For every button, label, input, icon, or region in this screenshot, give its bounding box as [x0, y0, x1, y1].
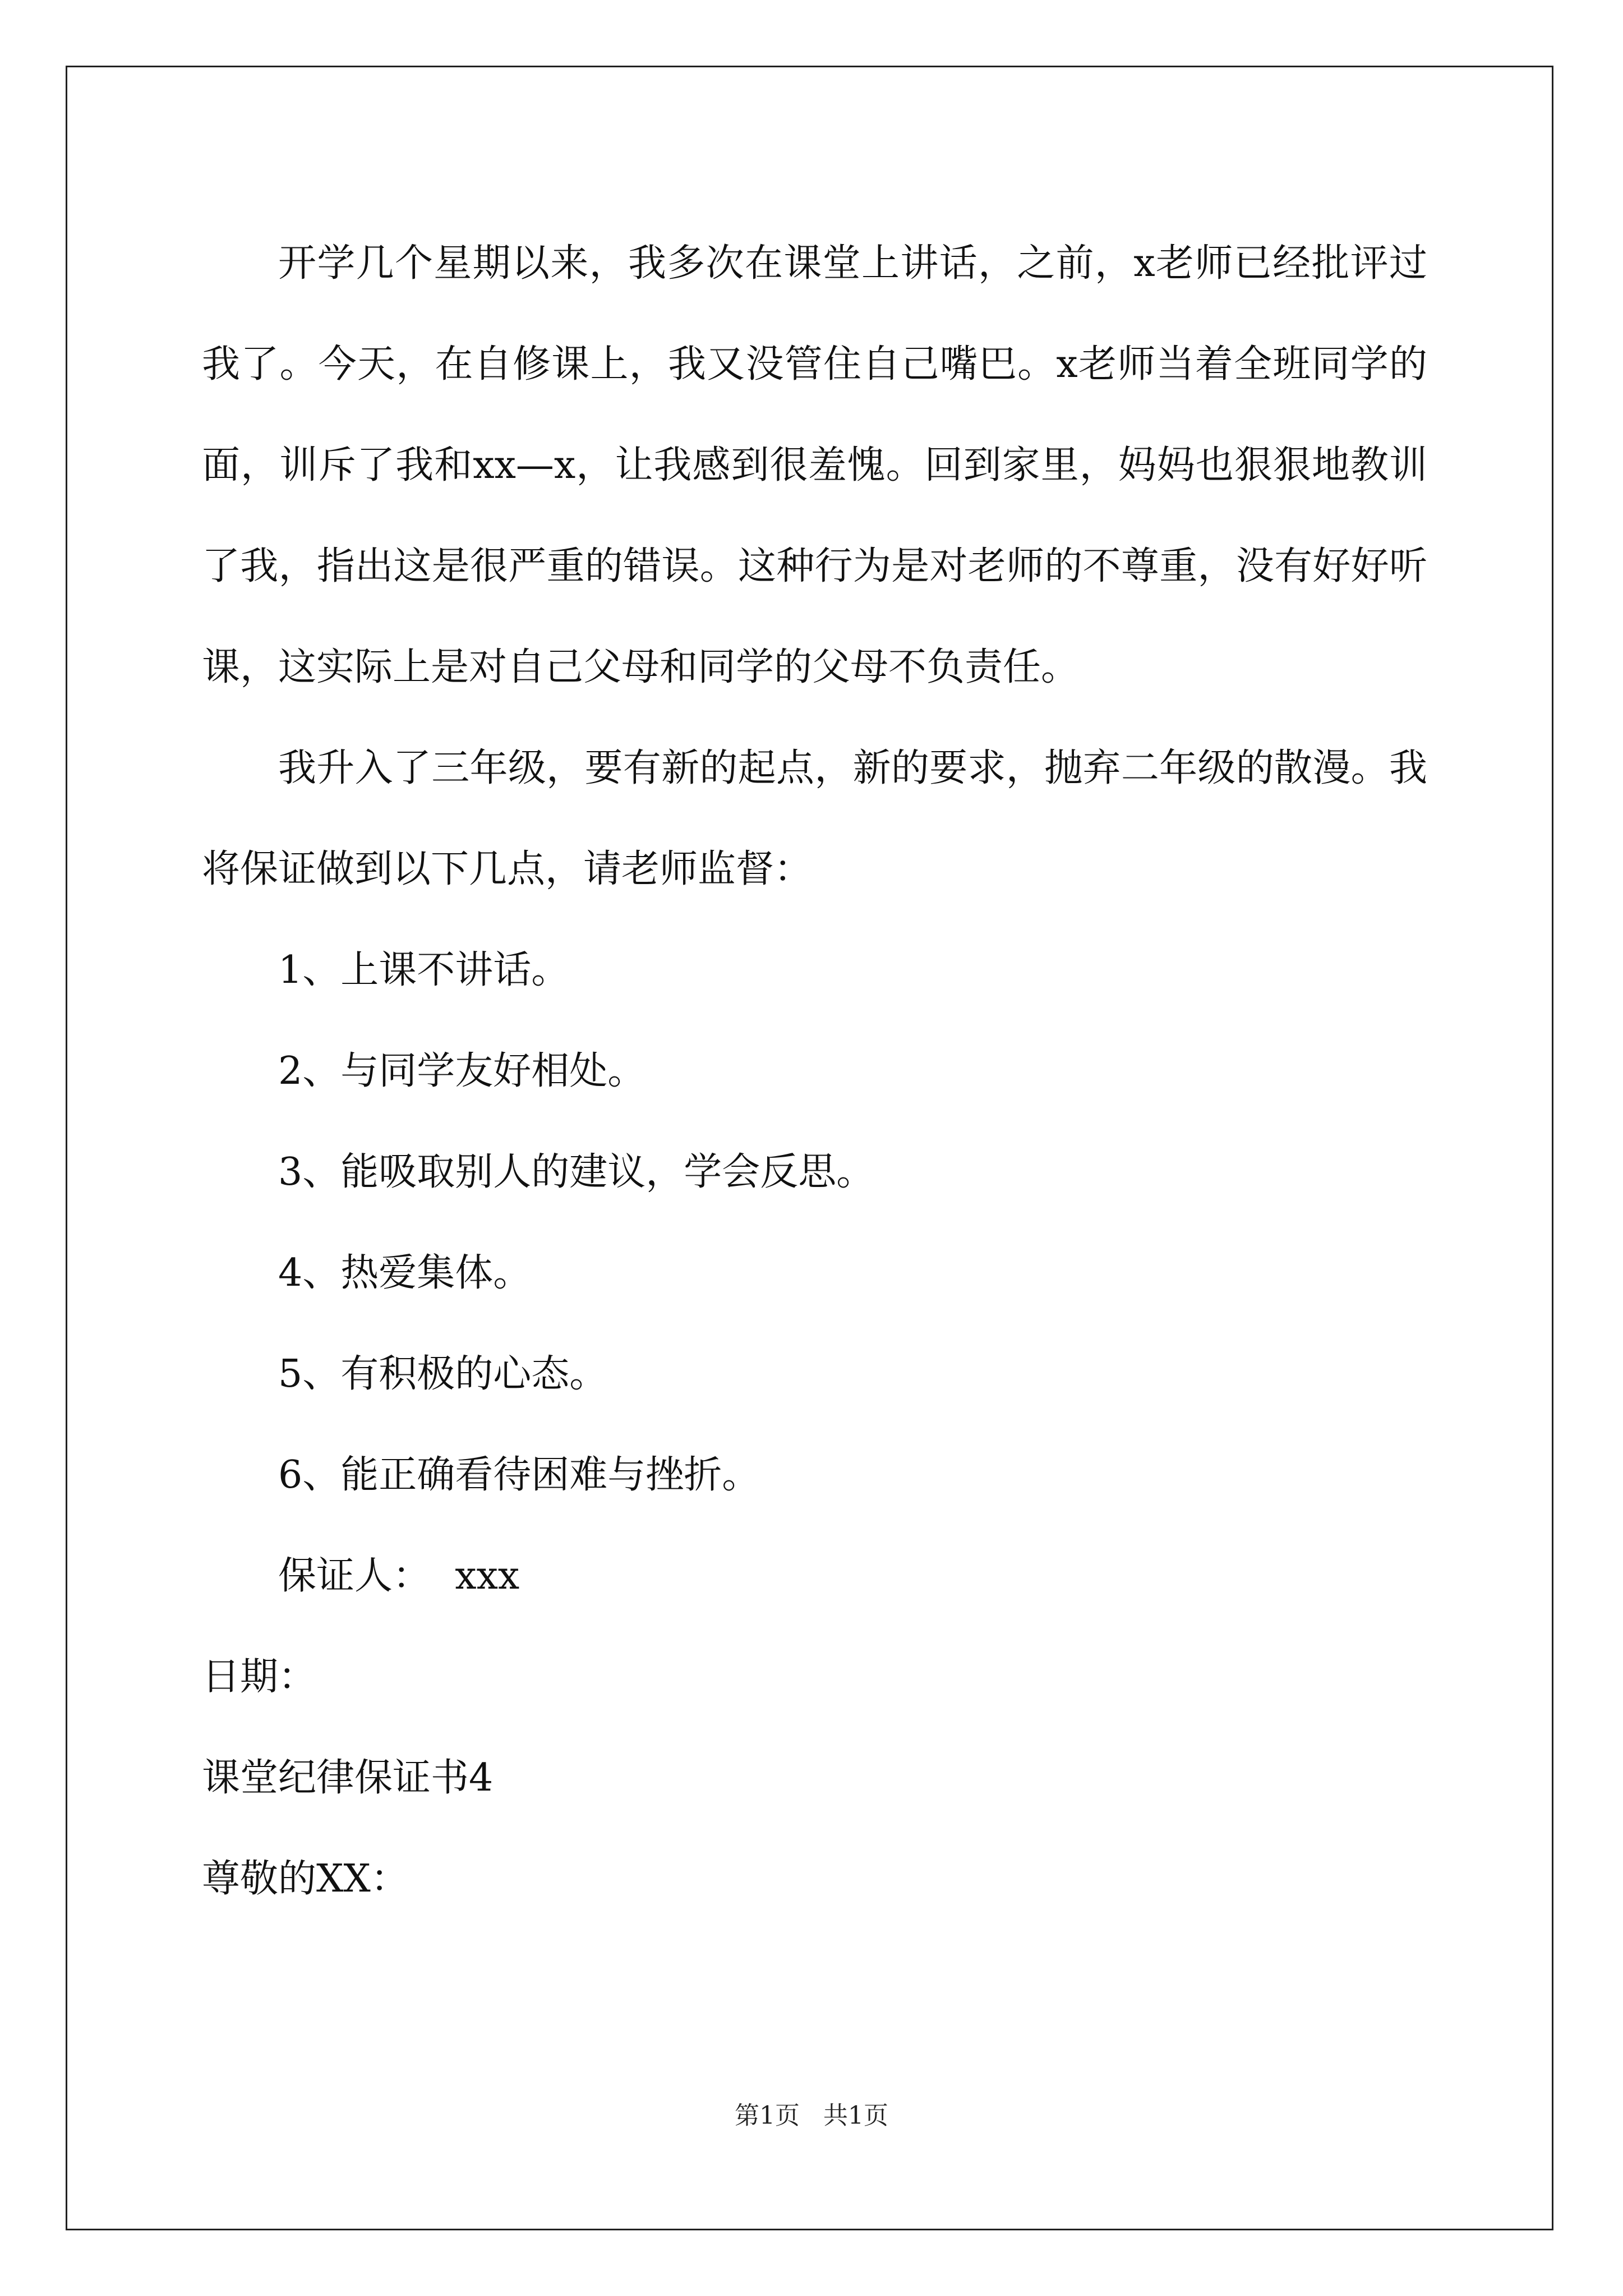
signer-line: 保证人： xxx — [278, 1554, 520, 1598]
list-item: 6、能正确看待困难与挫折。 — [278, 1453, 760, 1497]
next-document-title: 课堂纪律保证书4 — [202, 1756, 494, 1800]
page-footer: 第1页 共1页 — [735, 2101, 888, 2130]
date-label: 日期： — [202, 1655, 317, 1699]
list-item: 1、上课不讲话。 — [278, 948, 570, 992]
list-item: 2、与同学友好相处。 — [278, 1049, 646, 1093]
paragraph-1: 开学几个星期以来，我多次在课堂上讲话，之前，x老师已经批评过我了。今天，在自修课上，我又没管住自己嘴巴。x老师当着全班同学的面，训斥了我和xx—x，让我感到很羞愧。回到家里，妈妈也狠狠地教训了我，指出这是很严重的错误。这种行为是对老师的不尊重，没有好好听课，这实际上是对自己父母和同学的父母不负责任。 — [202, 241, 1427, 689]
paragraph-2: 我升入了三年级，要有新的起点，新的要求，抛弃二年级的散漫。我将保证做到以下几点，请老师监督： — [202, 746, 1427, 891]
document-body — [202, 213, 1427, 1930]
salutation: 尊敬的XX： — [202, 1857, 409, 1901]
list-item: 5、有积极的心态。 — [278, 1352, 608, 1396]
list-item: 3、能吸取别人的建议，学会反思。 — [278, 1150, 875, 1194]
list-item: 4、热爱集体。 — [278, 1251, 532, 1295]
